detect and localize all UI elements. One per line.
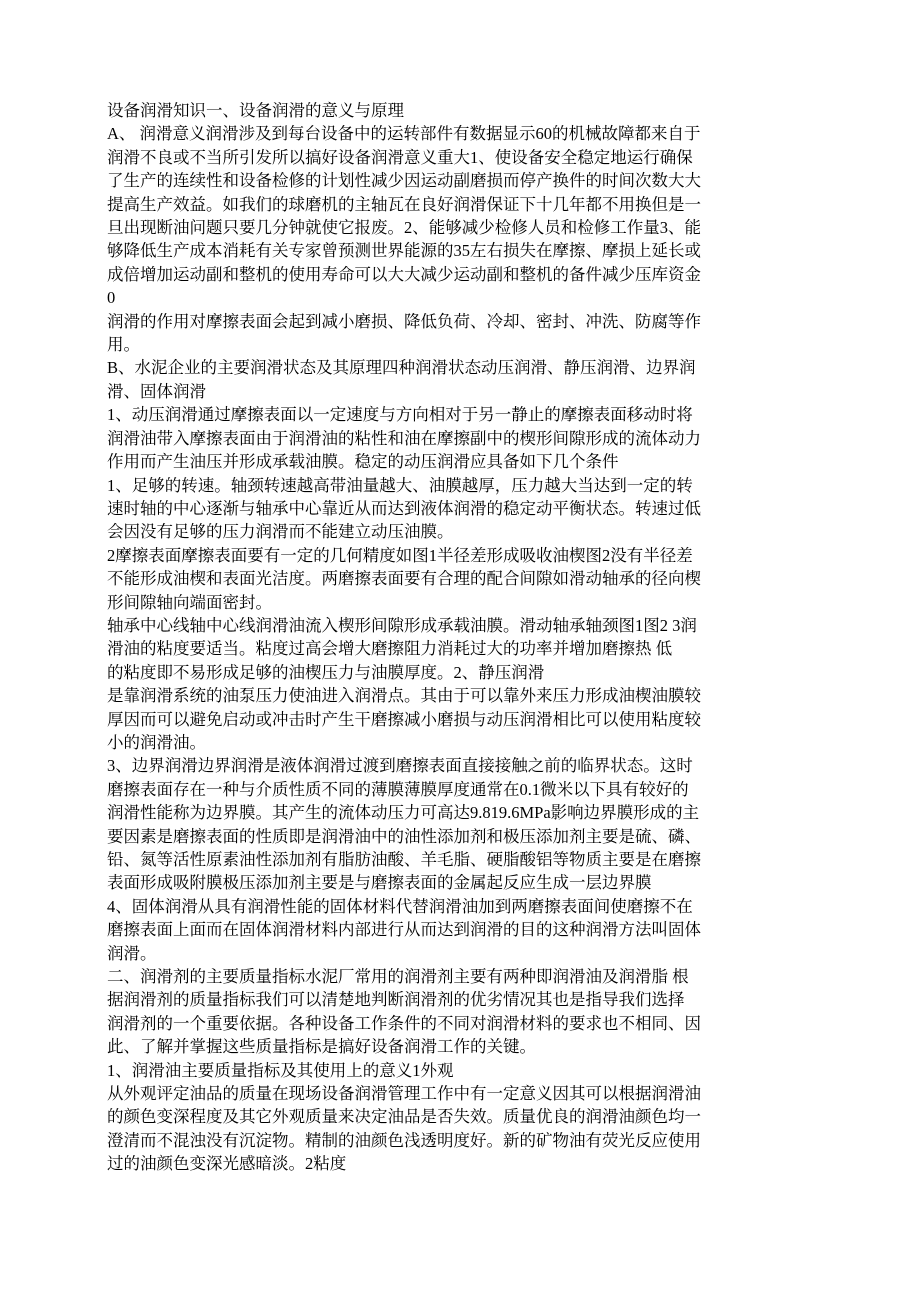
text-line: 滑、固体润滑	[107, 381, 206, 401]
text-line: 磨擦表面上面而在固体润滑材料内部进行从而达到润滑的目的这种润滑方法叫固体	[107, 920, 701, 940]
text-line: 1、润滑油主要质量指标及其使用上的意义1外观	[107, 1060, 454, 1080]
text-line: 1、动压润滑通过摩擦表面以一定速度与方向相对于另一静止的摩擦表面移动时将	[107, 405, 693, 425]
text-line: 2摩擦表面摩擦表面要有一定的几何精度如图1半径差形成吸收油楔图2没有半径差	[107, 545, 693, 565]
text-line: 3、边界润滑边界润滑是液体润滑过渡到磨擦表面直接接触之前的临界状态。这时	[107, 756, 693, 776]
text-line: 磨擦表面存在一种与介质性质不同的薄膜薄膜厚度通常在0.1微米以下具有较好的	[107, 779, 689, 799]
text-line: A、 润滑意义润滑涉及到每台设备中的运转部件有数据显示60的机械故障都来自于	[107, 124, 701, 144]
text-line: 润滑剂的一个重要依据。各种设备工作条件的不同对润滑材料的要求也不相同、因	[107, 1013, 701, 1033]
text-line: 了生产的连续性和设备检修的计划性减少因运动副磨损而停产换件的时间次数大大	[107, 171, 701, 191]
text-line: B、水泥企业的主要润滑状态及其原理四种润滑状态动压润滑、静压润滑、边界润	[107, 358, 696, 378]
text-line: 润滑不良或不当所引发所以搞好设备润滑意义重大1、使设备安全稳定地运行确保	[107, 147, 693, 167]
text-line: 会因没有足够的压力润滑而不能建立动压油膜。	[107, 522, 454, 542]
text-line: 二、润滑剂的主要质量指标水泥厂常用的润滑剂主要有两种即润滑油及润滑脂 根	[107, 967, 689, 987]
text-line: 作用而产生油压并形成承载油膜。稳定的动压润滑应具备如下几个条件	[107, 452, 619, 472]
text-line: 铅、氮等活性原素油性添加剂有脂肪油酸、羊毛脂、硬脂酸铝等物质主要是在磨擦	[107, 850, 701, 869]
text-line: 轴承中心线轴中心线润滑油流入楔形间隙形成承载油膜。滑动轴承轴颈图1图2 3润	[107, 615, 697, 635]
text-line: 从外观评定油品的质量在现场设备润滑管理工作中有一定意义因其可以根据润滑油	[107, 1084, 701, 1104]
text-line: 4、固体润滑从具有润滑性能的固体材料代替润滑油加到两磨擦表面间使磨擦不在	[107, 896, 693, 916]
text-line: 形间隙轴向端面密封。	[107, 592, 272, 612]
text-line: 小的润滑油。	[107, 732, 206, 752]
text-line: 不能形成油楔和表面光洁度。两磨擦表面要有合理的配合间隙如滑动轴承的径向楔	[107, 569, 701, 589]
text-line: 润滑性能称为边界膜。其产生的流体动压力可高达9.819.6MPa影响边界膜形成的主	[107, 803, 700, 823]
text-line: 提高生产效益。如我们的球磨机的主轴瓦在良好润滑保证下十几年都不用换但是一	[107, 194, 701, 214]
text-line: 滑油的粘度要适当。粘度过高会增大磨擦阻力消耗过大的功率并增加磨擦热 低	[107, 639, 673, 659]
document-text-block	[107, 99, 835, 1176]
text-line: 要因素是磨擦表面的性质即是润滑油中的油性添加剂和极压添加剂主要是硫、磷、	[107, 826, 701, 846]
text-line: 的颜色变深程度及其它外观质量来决定油品是否失效。质量优良的润滑油颜色均一	[107, 1107, 701, 1127]
text-line: 的粘度即不易形成足够的油楔压力与油膜厚度。2、静压润滑	[107, 662, 545, 682]
text-line: 设备润滑知识一、设备润滑的意义与原理	[107, 101, 404, 120]
text-line: 用。	[107, 335, 140, 355]
text-line: 1、足够的转速。轴颈转速越高带油量越大、油膜越厚，压力越大当达到一定的转	[107, 475, 693, 495]
text-line: 据润滑剂的质量指标我们可以清楚地判断润滑剂的优劣情况其也是指导我们选择	[107, 990, 685, 1010]
text-line: 澄清而不混浊没有沉淀物。精制的油颜色浅透明度好。新的矿物油有荧光反应使用	[107, 1130, 701, 1150]
text-line: 厚因而可以避免启动或冲击时产生干磨擦减小磨损与动压润滑相比可以使用粘度较	[107, 709, 701, 729]
text-line: 过的油颜色变深光感暗淡。2粘度	[107, 1154, 347, 1174]
text-line: 润滑油带入摩擦表面由于润滑油的粘性和油在摩擦副中的楔形间隙形成的流体动力	[107, 428, 701, 448]
text-line: 表面形成吸附膜极压添加剂主要是与磨擦表面的金属起反应生成一层边界膜	[107, 873, 652, 893]
text-line: 润滑。	[107, 943, 157, 963]
text-line: 是靠润滑系统的油泵压力使油进入润滑点。其由于可以靠外来压力形成油楔油膜较	[107, 686, 701, 706]
text-line: 0	[107, 288, 116, 308]
text-line: 此、了解并掌握这些质量指标是搞好设备润滑工作的关键。	[107, 1037, 536, 1057]
text-line: 润滑的作用对摩擦表面会起到减小磨损、降低负荷、冷却、密封、冲洗、防腐等作	[107, 311, 701, 331]
text-line: 速时轴的中心逐渐与轴承中心靠近从而达到液体润滑的稳定动平衡状态。转速过低	[107, 498, 701, 518]
text-line: 够降低生产成本消耗有关专家曾预测世界能源的35左右损失在摩擦、摩损上延长或	[107, 241, 701, 261]
text-line: 成倍增加运动副和整机的使用寿命可以大大减少运动副和整机的备件减少压库资金	[107, 264, 701, 284]
text-line: 旦出现断油问题只要几分钟就使它报废。2、能够减少检修人员和检修工作量3、能	[107, 218, 701, 238]
